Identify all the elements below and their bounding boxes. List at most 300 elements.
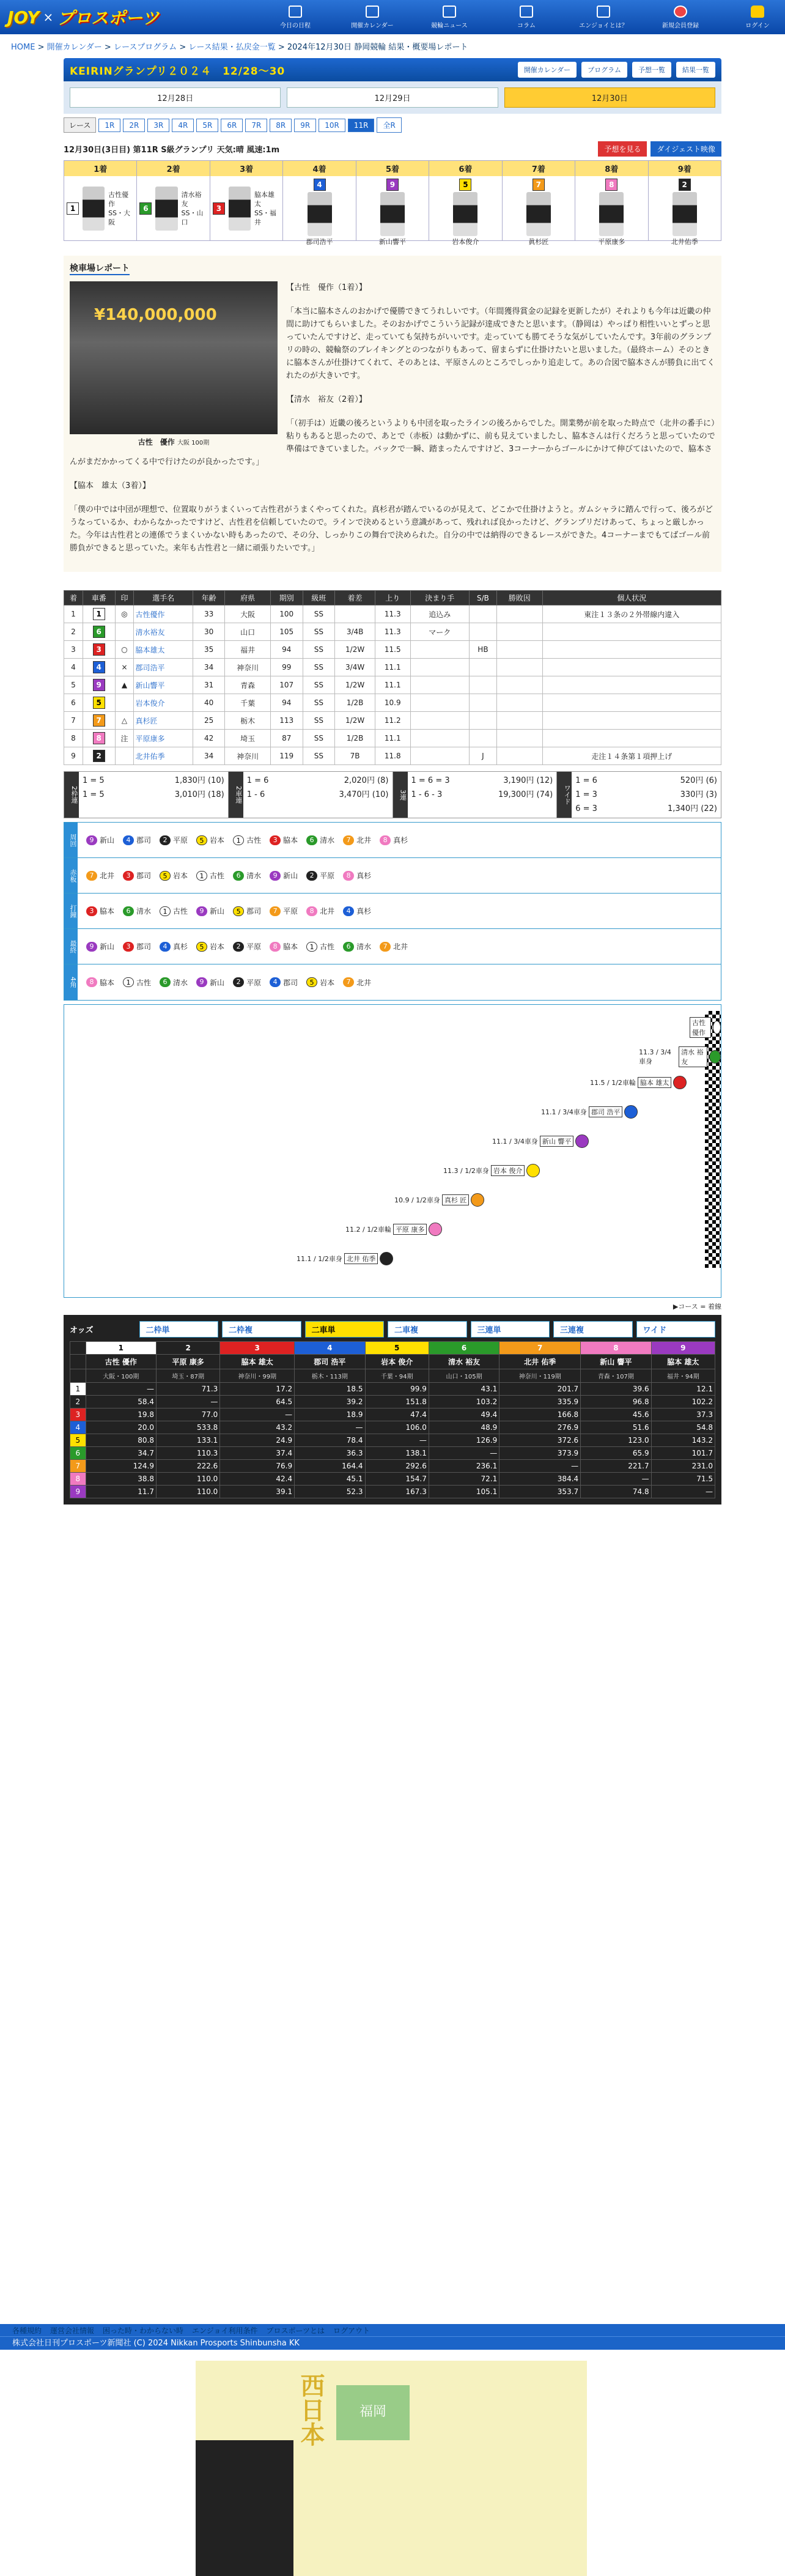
race-tab[interactable]: 5R	[196, 119, 218, 132]
odds-cell[interactable]: 43.2	[220, 1421, 295, 1434]
payout-combo: 6 = 3	[575, 804, 597, 813]
odds-cell[interactable]: 37.3	[651, 1408, 715, 1421]
prize-board: ¥140,000,000	[94, 306, 217, 324]
rider-card[interactable]	[356, 161, 429, 246]
odds-tab[interactable]: ワイド	[636, 1321, 716, 1338]
odds-cell[interactable]: 110.3	[156, 1447, 219, 1460]
odds-cell[interactable]: 39.1	[220, 1486, 295, 1498]
odds-cell[interactable]: 126.9	[429, 1434, 499, 1447]
odds-tab[interactable]: 三連複	[553, 1321, 633, 1338]
helmet-icon	[709, 1050, 721, 1064]
rider-short-name: 真杉	[393, 836, 408, 845]
line-chip	[233, 906, 261, 916]
odds-cell[interactable]: 143.2	[651, 1434, 715, 1447]
line-chip	[343, 941, 371, 952]
rider-photo	[155, 187, 177, 231]
odds-cell[interactable]: 77.0	[156, 1408, 219, 1421]
rider-card[interactable]	[429, 161, 502, 246]
odds-cell[interactable]: 133.1	[156, 1434, 219, 1447]
rider-short-name: 郡司	[136, 836, 152, 845]
odds-rider-name: 脇本 雄太	[651, 1355, 715, 1369]
line-chip	[86, 941, 114, 952]
results-cell	[410, 730, 469, 747]
odds-cell[interactable]: 80.8	[86, 1434, 156, 1447]
odds-rider-sub: 千葉・94期	[365, 1369, 429, 1383]
results-cell[interactable]: 岩本俊介	[134, 694, 193, 712]
odds-cell[interactable]: 17.2	[220, 1383, 295, 1396]
odds-cell[interactable]: 222.6	[156, 1460, 219, 1473]
results-header-cell: 府県	[225, 591, 270, 605]
odds-cell[interactable]: 24.9	[220, 1434, 295, 1447]
odds-cell[interactable]: —	[156, 1396, 219, 1408]
payout-block	[557, 772, 721, 818]
odds-cell[interactable]: 384.4	[499, 1473, 581, 1486]
track-rider	[639, 1046, 721, 1067]
rider-body	[283, 176, 355, 249]
odds-row	[70, 1473, 715, 1486]
results-button[interactable]: 結果一覧	[676, 62, 715, 78]
payout-table	[64, 771, 721, 818]
odds-cell[interactable]: 72.1	[429, 1473, 499, 1486]
rider-position: 8着	[575, 161, 647, 176]
car-number: 6	[233, 871, 244, 881]
odds-rider-sub: 神奈川・119期	[499, 1369, 581, 1383]
header-nav-item[interactable]	[334, 0, 411, 34]
footer-link[interactable]: プロスポーツとは	[266, 2326, 325, 2335]
rider-short-name: 新山	[100, 942, 115, 951]
rider-number: 9	[386, 179, 399, 191]
rider-card[interactable]	[283, 161, 356, 246]
odds-cell[interactable]: 103.2	[429, 1396, 499, 1408]
line-row-content	[78, 823, 721, 857]
odds-cell[interactable]: 43.1	[429, 1383, 499, 1396]
car-number: 8	[380, 835, 391, 845]
header-nav-label: エンジョイとは？	[579, 22, 628, 29]
odds-cell[interactable]: 372.6	[499, 1434, 581, 1447]
race-tab[interactable]: 8R	[270, 119, 292, 132]
line-chip	[306, 906, 334, 916]
odds-cell[interactable]: 58.4	[86, 1396, 156, 1408]
results-cell[interactable]: 新山響平	[134, 676, 193, 694]
results-cell: 11.1	[375, 730, 410, 747]
odds-cell[interactable]: 96.8	[581, 1396, 651, 1408]
odds-cell[interactable]: 276.9	[499, 1421, 581, 1434]
footer-link[interactable]: エンジョイ利用条件	[192, 2326, 258, 2335]
odds-cell[interactable]: 110.0	[156, 1473, 219, 1486]
odds-cell[interactable]: 45.1	[295, 1473, 365, 1486]
odds-cell[interactable]: 52.3	[295, 1486, 365, 1498]
odds-cell[interactable]: 335.9	[499, 1396, 581, 1408]
helmet-icon	[429, 1223, 442, 1236]
rider-name: 古性優作	[108, 190, 129, 208]
odds-cell[interactable]: —	[295, 1421, 365, 1434]
car-number: 4	[270, 977, 281, 987]
rider-short-name: 岩本	[210, 942, 225, 951]
rider-name: 北井佑季	[671, 238, 698, 246]
results-cell	[83, 623, 115, 641]
results-cell	[497, 605, 542, 623]
results-cell[interactable]: 脇本雄太	[134, 641, 193, 659]
odds-cell[interactable]: 221.7	[581, 1460, 651, 1473]
car-number: 3	[123, 942, 134, 952]
rider-short-name: 新山	[100, 836, 115, 845]
odds-cell[interactable]: 64.5	[220, 1396, 295, 1408]
breadcrumb-calendar[interactable]: 開催カレンダー	[46, 43, 102, 52]
program-button[interactable]: プログラム	[581, 62, 627, 78]
odds-cell[interactable]: 42.4	[220, 1473, 295, 1486]
column-icon	[520, 6, 533, 18]
results-cell: SS	[303, 712, 335, 730]
payout-rows	[243, 772, 392, 818]
odds-cell[interactable]: 45.6	[581, 1408, 651, 1421]
results-cell: 11.5	[375, 641, 410, 659]
rider-short-name: 郡司	[136, 872, 152, 880]
odds-cell[interactable]: 20.0	[86, 1421, 156, 1434]
results-cell: ×	[115, 659, 134, 676]
header-nav-item[interactable]	[488, 0, 565, 34]
results-cell: 神奈川	[225, 747, 270, 765]
odds-cell[interactable]: 48.9	[429, 1421, 499, 1434]
payout-combo: 1 = 3	[575, 790, 597, 799]
payout-rows	[79, 772, 228, 818]
odds-cell[interactable]: 19.8	[86, 1408, 156, 1421]
results-cell	[335, 605, 375, 623]
car-number: 1	[160, 906, 171, 916]
rider-photo	[673, 192, 697, 236]
odds-cell: 2	[70, 1396, 86, 1408]
rider-short-name: 岩本	[210, 836, 225, 845]
results-cell[interactable]: 真杉匠	[134, 712, 193, 730]
report-paragraph: 「僕の中では中団が理想で、位置取りがうまくいって古性君がうまくやってくれた。真杉君が踏んでいるのが見えて、どこかで仕掛けようと。ガムシャラに踏んで行って、後ろがどうなっているか、わからなかったですけど、古性君を信頼していたので。ラインで決めるという意識があって、残れれば良かったけど、グランプリだけあって、ちょっと厳しかった。今年は古性君との連係でうまくいかない時もあったので、その分、しっかりこの舞台で決められた。自分の中では納得のできるレースができた。4コーナーまでもてばゴール前勝負ができると思っていた。来年も古性君と一緒に頑張りたいです。」	[70, 505, 713, 553]
odds-cell[interactable]: —	[651, 1486, 715, 1498]
odds-cell[interactable]: 76.9	[220, 1460, 295, 1473]
odds-cell[interactable]: —	[429, 1447, 499, 1460]
odds-rider-name: 脇本 雄太	[220, 1355, 295, 1369]
results-cell	[469, 694, 496, 712]
header-nav-item[interactable]	[719, 0, 785, 34]
rider-short-name: 北井	[320, 907, 335, 916]
odds-cell[interactable]: 106.0	[365, 1421, 429, 1434]
race-tab[interactable]: 全R	[377, 117, 401, 133]
odds-rider-sub: 栃木・113期	[295, 1369, 365, 1383]
race-tab[interactable]: 4R	[172, 119, 194, 132]
track-rider-name: 古性 優作	[690, 1017, 711, 1038]
race-tab[interactable]: 2R	[123, 119, 145, 132]
car-number: 5	[93, 697, 105, 709]
rider-card[interactable]	[210, 161, 283, 240]
odds-cell[interactable]: 34.7	[86, 1447, 156, 1460]
results-cell: 1	[64, 605, 83, 623]
payout-combo: 1 = 5	[83, 776, 105, 785]
odds-cell[interactable]: 292.6	[365, 1460, 429, 1473]
line-chip	[123, 870, 151, 881]
rider-short-name: 平原	[246, 978, 262, 987]
rider-body	[575, 176, 647, 249]
payout-combo: 1 = 6 = 3	[411, 776, 450, 785]
race-tab[interactable]: 11R	[348, 119, 375, 132]
odds-cell[interactable]: 154.7	[365, 1473, 429, 1486]
rider-position: 7着	[503, 161, 575, 176]
results-cell: 11.1	[375, 659, 410, 676]
helmet-icon	[673, 1076, 687, 1089]
digest-video-button[interactable]: ダイジェスト映像	[650, 141, 721, 157]
finish-track	[64, 1004, 721, 1298]
copyright: 株式会社日刊プロスポーツ新聞社 (C) 2024 Nikkan Prosports Shinbunsha KK	[0, 2336, 785, 2350]
prediction-button[interactable]: 予想一覧	[632, 62, 671, 78]
odds-cell[interactable]: 18.9	[295, 1408, 365, 1421]
odds-cell[interactable]: 201.7	[499, 1383, 581, 1396]
odds-cell[interactable]: 236.1	[429, 1460, 499, 1473]
day-tab[interactable]: 12月28日	[70, 87, 281, 108]
line-chip	[196, 941, 224, 952]
calendar-button[interactable]: 開催カレンダー	[518, 62, 577, 78]
rider-card[interactable]	[137, 161, 210, 240]
race-tab[interactable]: 3R	[147, 119, 169, 132]
track-rider	[297, 1252, 393, 1265]
results-cell	[83, 747, 115, 765]
day-tab-active[interactable]: 12月30日	[504, 87, 715, 108]
rider-short-name: 脇本	[283, 836, 298, 845]
odds-cell[interactable]: —	[220, 1408, 295, 1421]
odds-col-head: 5	[365, 1342, 429, 1355]
odds-cell[interactable]: 110.0	[156, 1486, 219, 1498]
odds-tab[interactable]: 二枠複	[222, 1321, 301, 1338]
odds-col-head: 4	[295, 1342, 365, 1355]
odds-cell[interactable]: 373.9	[499, 1447, 581, 1460]
odds-col-head: 6	[429, 1342, 499, 1355]
odds-cell[interactable]: 49.4	[429, 1408, 499, 1421]
track-margin: 11.3 / 3/4車身	[639, 1048, 671, 1065]
line-chip	[306, 835, 334, 845]
odds-cell[interactable]: 167.3	[365, 1486, 429, 1498]
results-cell: 99	[270, 659, 303, 676]
odds-cell[interactable]: 18.5	[295, 1383, 365, 1396]
odds-col-head: 3	[220, 1342, 295, 1355]
day-tabs	[64, 81, 721, 114]
odds-cell[interactable]: 38.8	[86, 1473, 156, 1486]
results-row	[64, 712, 721, 730]
odds-cell[interactable]: 166.8	[499, 1408, 581, 1421]
payout-row	[83, 774, 224, 788]
race-tab[interactable]: 1R	[98, 119, 120, 132]
finish-order	[64, 160, 721, 246]
odds-cell[interactable]: 105.1	[429, 1486, 499, 1498]
odds-cell[interactable]: 123.0	[581, 1434, 651, 1447]
odds-cell[interactable]: 47.4	[365, 1408, 429, 1421]
results-cell	[542, 730, 721, 747]
results-cell	[469, 730, 496, 747]
advertisement-banner[interactable]	[196, 2361, 587, 2576]
results-cell[interactable]: 郡司浩平	[134, 659, 193, 676]
prediction-view-button[interactable]: 予想を見る	[598, 141, 647, 157]
car-number: 8	[343, 871, 354, 881]
results-cell[interactable]: 北井佑季	[134, 747, 193, 765]
footer-link[interactable]: ログアウト	[333, 2326, 370, 2335]
line-chip	[233, 835, 261, 845]
results-cell[interactable]: 清水裕友	[134, 623, 193, 641]
odds-tab[interactable]: 二枠単	[139, 1321, 219, 1338]
results-cell: SS	[303, 694, 335, 712]
odds-tab[interactable]: 二車単	[305, 1321, 385, 1338]
line-row	[64, 858, 721, 894]
odds-cell[interactable]: 151.8	[365, 1396, 429, 1408]
breadcrumb-results[interactable]: レース結果・払戻金一覧	[188, 43, 276, 52]
results-cell[interactable]: 平原康多	[134, 730, 193, 747]
odds-cell[interactable]: —	[365, 1434, 429, 1447]
odds-cell[interactable]: 71.3	[156, 1383, 219, 1396]
rider-name: 新山響平	[378, 238, 406, 246]
logo-x: ×	[43, 10, 54, 24]
results-cell: 94	[270, 694, 303, 712]
site-logo[interactable]	[0, 0, 177, 34]
results-row	[64, 659, 721, 676]
line-chip	[380, 835, 408, 845]
odds-corner	[70, 1355, 86, 1369]
header-nav-item[interactable]	[257, 0, 334, 34]
results-cell: 神奈川	[225, 659, 270, 676]
track-rider-name: 脇本 雄太	[638, 1077, 672, 1088]
results-cell: 1/2W	[335, 641, 375, 659]
results-header-cell: S/B	[469, 591, 496, 605]
rider-position: 6着	[429, 161, 501, 176]
odds-title: オッズ	[70, 1326, 94, 1335]
odds-cell[interactable]: 99.9	[365, 1383, 429, 1396]
odds-cell[interactable]: —	[581, 1473, 651, 1486]
track-margin: 11.3 / 1/2車身	[443, 1167, 489, 1175]
odds-rider-name: 清水 裕友	[429, 1355, 499, 1369]
results-cell: 東注１３条の２外帯線内違入	[542, 605, 721, 623]
odds-cell[interactable]: 74.8	[581, 1486, 651, 1498]
lock-icon	[751, 6, 764, 18]
header-nav-item[interactable]	[411, 0, 488, 34]
race-tab[interactable]: 10R	[319, 119, 345, 132]
car-number: 1	[196, 871, 207, 881]
rider-photo	[599, 192, 624, 236]
ad-title: 西日本	[297, 2373, 325, 2446]
car-number: 7	[86, 871, 97, 881]
car-number: 2	[233, 942, 244, 952]
breadcrumb-program[interactable]: レースプログラム	[113, 43, 177, 52]
results-cell: SS	[303, 623, 335, 641]
odds-cell[interactable]: —	[86, 1383, 156, 1396]
odds-cell[interactable]: 11.7	[86, 1486, 156, 1498]
car-number: 1	[93, 608, 105, 620]
odds-cell[interactable]: 164.4	[295, 1460, 365, 1473]
payout-label: ワイド	[557, 772, 572, 818]
odds-cell[interactable]: 36.3	[295, 1447, 365, 1460]
header-nav-item[interactable]	[565, 0, 642, 34]
rider-photo	[526, 192, 551, 236]
odds-cell[interactable]: 102.2	[651, 1396, 715, 1408]
results-cell: △	[115, 712, 134, 730]
line-chip	[270, 835, 298, 845]
rider-card[interactable]	[649, 161, 721, 246]
line-chip	[196, 906, 224, 916]
odds-cell[interactable]: 353.7	[499, 1486, 581, 1498]
results-cell	[83, 676, 115, 694]
odds-cell[interactable]: 54.8	[651, 1421, 715, 1434]
race-tab[interactable]: 6R	[221, 119, 243, 132]
car-number: 9	[86, 942, 97, 952]
race-info	[64, 141, 721, 157]
odds-cell[interactable]: —	[499, 1460, 581, 1473]
rider-card[interactable]	[503, 161, 575, 246]
car-number: 8	[270, 942, 281, 952]
car-number: 6	[306, 835, 317, 845]
odds-cell[interactable]: 65.9	[581, 1447, 651, 1460]
results-cell: 山口	[225, 623, 270, 641]
car-number: 2	[93, 750, 105, 762]
odds-cell[interactable]: 71.5	[651, 1473, 715, 1486]
rider-body	[137, 176, 209, 240]
results-cell	[410, 694, 469, 712]
results-header-cell: 印	[115, 591, 134, 605]
results-header-cell: 個人状況	[542, 591, 721, 605]
results-cell	[542, 694, 721, 712]
helmet-icon	[624, 1105, 638, 1119]
odds-cell[interactable]: 39.2	[295, 1396, 365, 1408]
odds-cell: 1	[70, 1383, 86, 1396]
odds-row	[70, 1447, 715, 1460]
results-cell: 100	[270, 605, 303, 623]
winner-photo	[70, 281, 278, 447]
car-number: 7	[270, 906, 281, 916]
results-cell: 34	[193, 747, 225, 765]
odds-cell[interactable]: 533.8	[156, 1421, 219, 1434]
payout-amount: 1,340円 (22)	[667, 804, 717, 813]
odds-cell[interactable]: 231.0	[651, 1460, 715, 1473]
car-number: 9	[93, 679, 105, 691]
rider-number: 4	[314, 179, 326, 191]
rider-short-name: 北井	[393, 942, 408, 951]
odds-tab[interactable]: 三連単	[471, 1321, 550, 1338]
day-tab[interactable]: 12月29日	[287, 87, 498, 108]
car-number: 5	[196, 835, 207, 845]
footer-link[interactable]: 各種規約	[12, 2326, 42, 2335]
footer-link[interactable]: 運営会社情報	[50, 2326, 95, 2335]
odds-cell[interactable]: 37.4	[220, 1447, 295, 1460]
odds-cell[interactable]: 78.4	[295, 1434, 365, 1447]
race-tab[interactable]: 9R	[294, 119, 316, 132]
odds-rider-sub: 青森・107期	[581, 1369, 651, 1383]
footer-link[interactable]: 困った時・わからない時	[103, 2326, 184, 2335]
ad-image	[196, 2440, 293, 2576]
odds-cell[interactable]: 51.6	[581, 1421, 651, 1434]
results-cell[interactable]: 古性優作	[134, 605, 193, 623]
results-cell	[469, 623, 496, 641]
odds-cell[interactable]: 39.6	[581, 1383, 651, 1396]
odds-cell[interactable]: 138.1	[365, 1447, 429, 1460]
car-number: 1	[233, 835, 244, 845]
odds-col-head: 1	[86, 1342, 156, 1355]
breadcrumb-home[interactable]: HOME	[11, 43, 35, 52]
race-tab[interactable]: 7R	[245, 119, 267, 132]
race-number-tabs	[64, 117, 721, 133]
header-nav-item[interactable]	[642, 0, 719, 34]
line-chip	[343, 977, 371, 988]
odds-cell[interactable]: 124.9	[86, 1460, 156, 1473]
results-header-cell: 決まり手	[410, 591, 469, 605]
odds-tab[interactable]: 二車複	[388, 1321, 467, 1338]
odds-cell[interactable]: 12.1	[651, 1383, 715, 1396]
car-number: 6	[160, 977, 171, 987]
results-cell	[410, 747, 469, 765]
rider-card[interactable]	[575, 161, 648, 246]
rider-card[interactable]	[64, 161, 137, 240]
odds-cell[interactable]: 101.7	[651, 1447, 715, 1460]
results-table	[64, 590, 721, 765]
results-cell: 107	[270, 676, 303, 694]
